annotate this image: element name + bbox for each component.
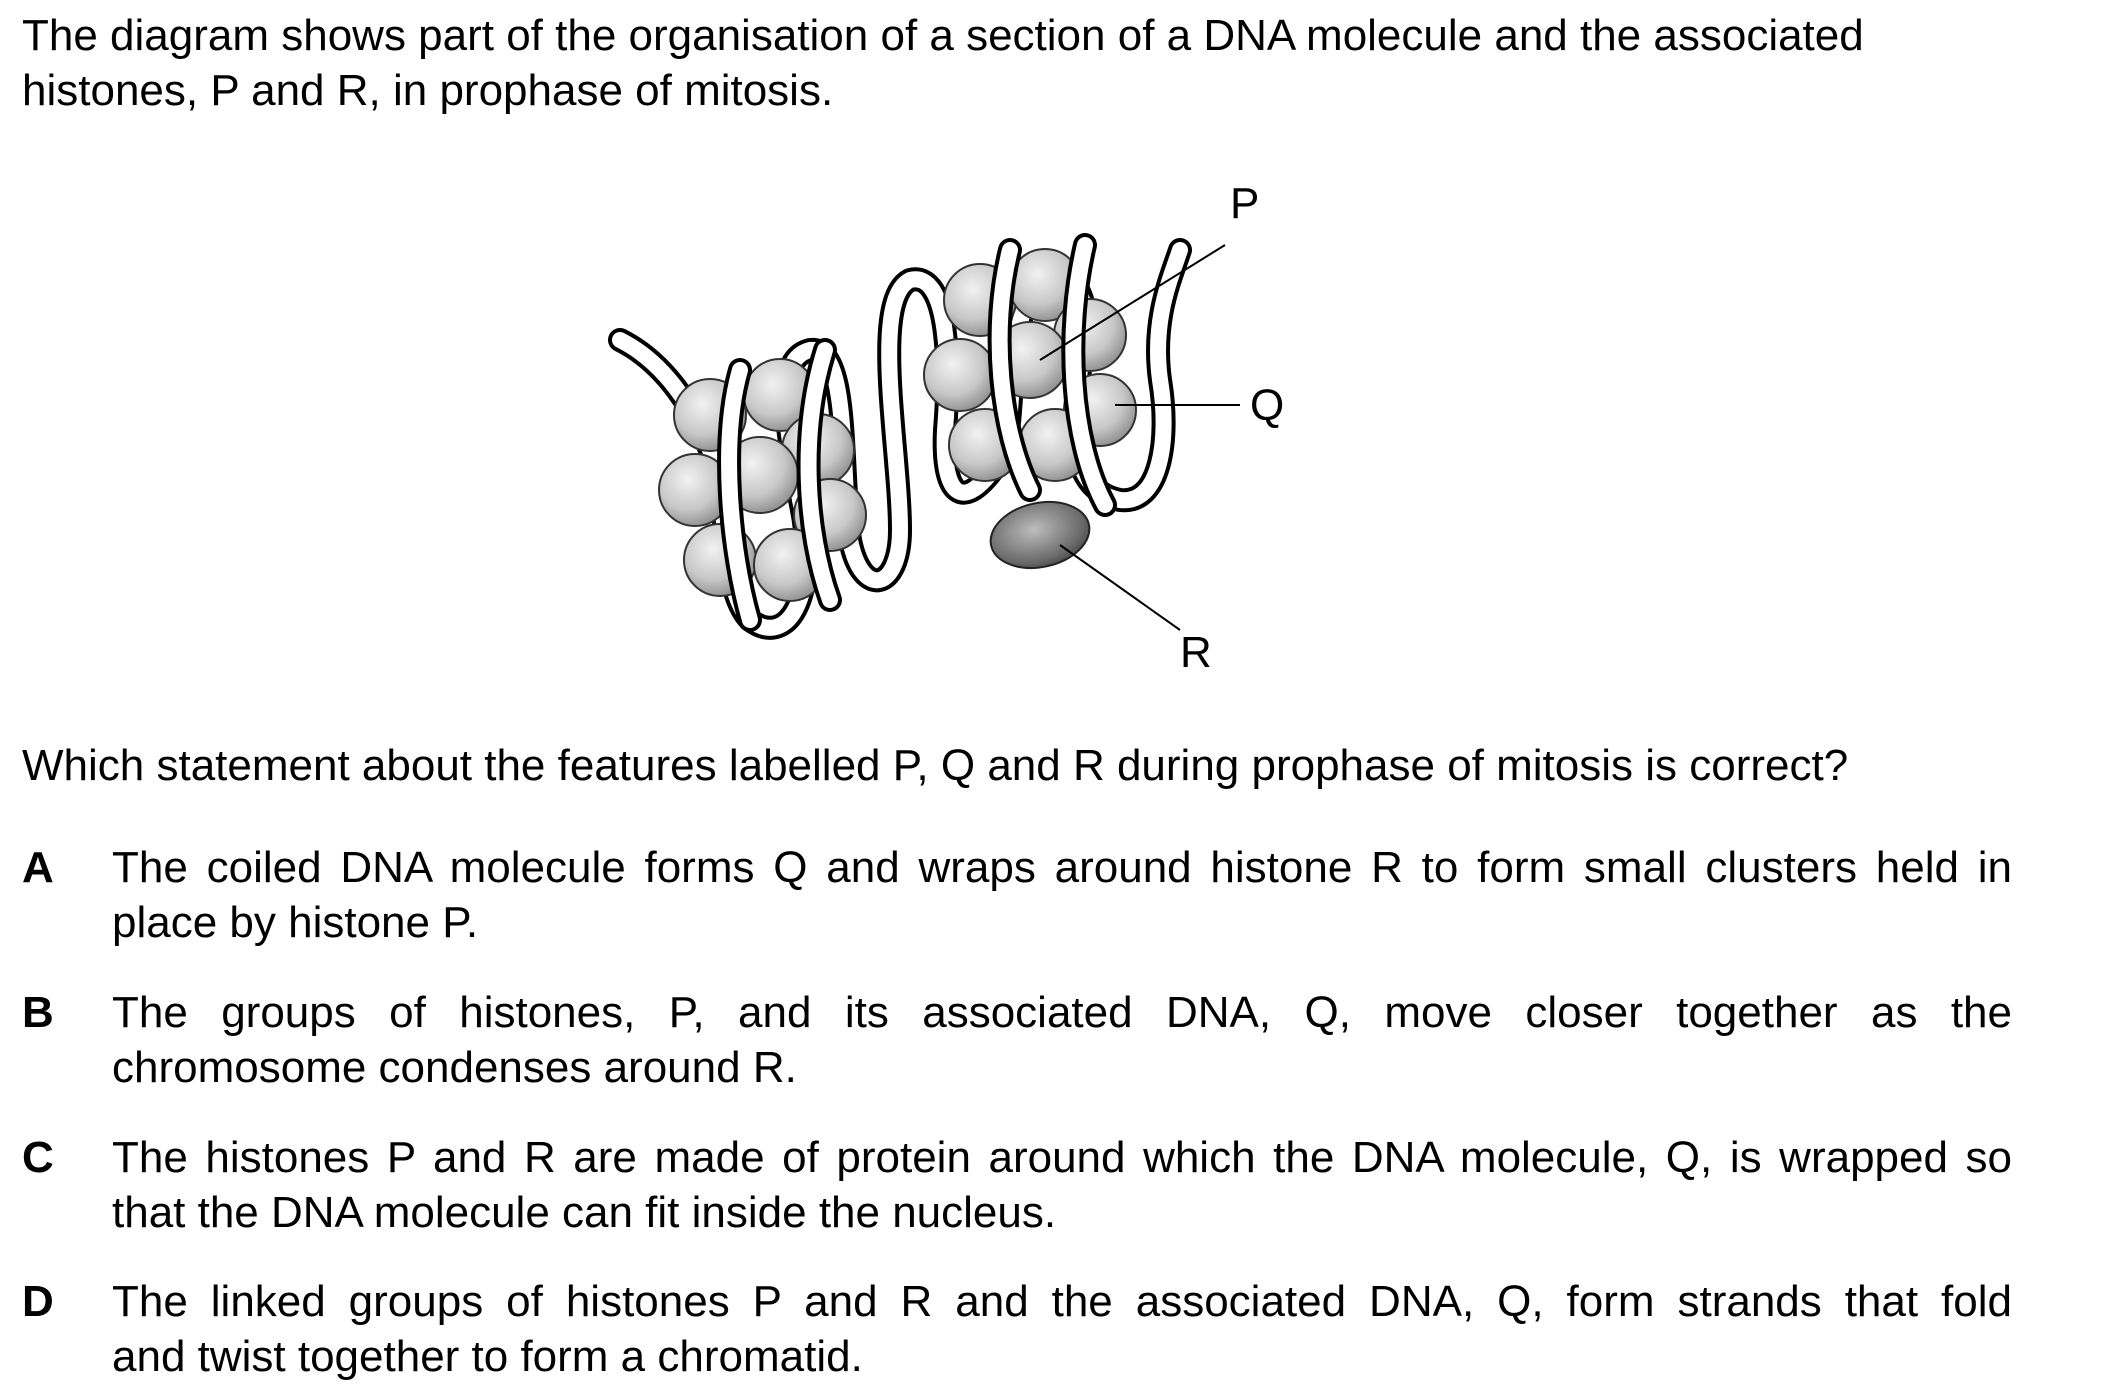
- intro-line-1: The diagram shows part of the organisation of a section of a DNA molecule and the associated: [22, 11, 1864, 60]
- intro-text: [22, 8, 2022, 118]
- option-a-line-2: place by histone P.: [112, 898, 479, 947]
- nucleosome-diagram: [600, 170, 1360, 690]
- option-c-letter: C: [22, 1133, 54, 1182]
- option-c-line-2: that the DNA molecule can fit inside the nucleus.: [112, 1188, 1057, 1237]
- intro-line-2: histones, P and R, in prophase of mitosis.: [22, 66, 834, 115]
- histone-cluster-right: [924, 249, 1136, 481]
- option-b-line-2: chromosome condenses around R.: [112, 1043, 797, 1092]
- option-d-line-1: The linked groups of histones P and R and the associated DNA, Q, form strands that fold: [112, 1277, 2012, 1326]
- option-d-line-2: and twist together to form a chromatid.: [112, 1332, 863, 1381]
- leader-line-r: [1060, 545, 1180, 630]
- option-a-letter: A: [22, 843, 54, 892]
- label-r: R: [1180, 628, 1212, 677]
- option-a-line-1: The coiled DNA molecule forms Q and wraps around histone R to form small clusters held in: [112, 843, 2012, 892]
- option-b-letter: B: [22, 988, 54, 1037]
- option-b-line-1: The groups of histones, P, and its associated DNA, Q, move closer together as the: [112, 988, 2012, 1037]
- option-c-line-1: The histones P and R are made of protein around which the DNA molecule, Q, is wrapped so: [112, 1133, 2012, 1182]
- option-d-letter: D: [22, 1277, 54, 1326]
- label-p: P: [1230, 179, 1260, 228]
- question-text: Which statement about the features labelled P, Q and R during prophase of mitosis is correct?: [22, 741, 1849, 790]
- histone-r: [984, 493, 1095, 576]
- label-q: Q: [1250, 381, 1285, 430]
